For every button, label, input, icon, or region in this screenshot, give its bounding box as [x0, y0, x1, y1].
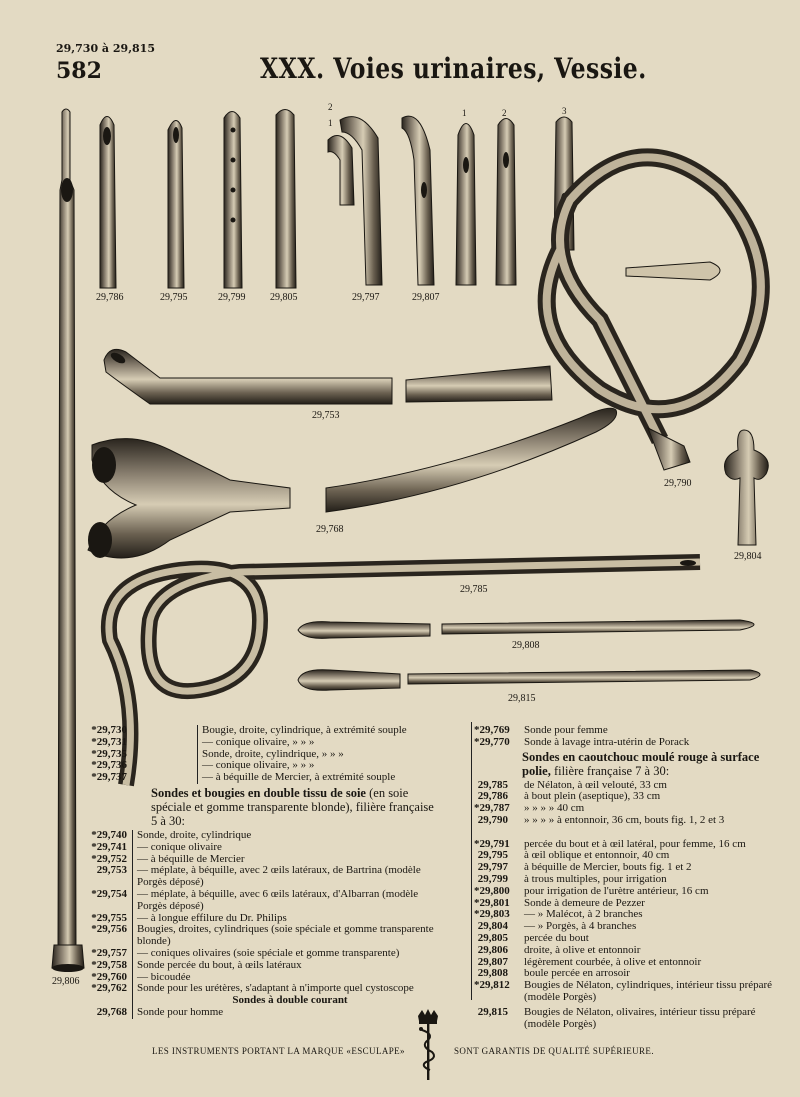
item-text: droite, à olive et entonnoir — [524, 943, 641, 956]
item-code: *29,755 — [91, 911, 127, 924]
item-code: *29,760 — [91, 970, 127, 983]
item-text: Sonde percée du bout, à œils latéraux — [137, 958, 302, 971]
item-text: — » Porgès, à 4 branches — [524, 920, 637, 933]
page-number: 582 — [56, 58, 102, 84]
item-text: de Nélaton, à œil velouté, 33 cm — [524, 778, 667, 791]
item-text: — conique olivaire, » » » — [202, 735, 315, 748]
item-text: Bougies, droites, cylindriques (soie spéciale et gomme transparente blonde) — [137, 923, 434, 948]
caption-29768: 29,768 — [316, 524, 344, 535]
item-text: percée du bout et à œil latéral, pour femme, 16 cm — [524, 837, 746, 850]
item-code: 29,806 — [477, 943, 508, 956]
item-code: *29,757 — [91, 946, 127, 959]
item-text: — à longue effilure du Dr. Philips — [137, 911, 287, 924]
item-text: à œil oblique et entonnoir, 40 cm — [524, 849, 670, 862]
item-text: à trous multiples, pour irrigation — [524, 872, 667, 885]
instrument-29804 — [725, 430, 769, 545]
item-code: *29,801 — [474, 896, 510, 909]
item-text: — bicoudée — [137, 970, 191, 983]
item-code: *29,752 — [91, 852, 127, 865]
item-text: — conique olivaire, » » » — [202, 759, 315, 772]
caption-29805: 29,805 — [270, 292, 298, 303]
tips-straight — [100, 110, 296, 289]
instrument-29808 — [298, 620, 754, 638]
tips-curved — [328, 116, 434, 285]
item-text: Sonde, droite, cylindrique — [137, 828, 252, 841]
item-text: Sonde, droite, cylindrique, » » » — [202, 747, 344, 760]
item-text: à bout plein (aseptique), 33 cm — [524, 790, 661, 803]
header-item-range: 29,730 à 29,815 — [56, 42, 155, 55]
item-code: *29,800 — [474, 884, 510, 897]
item-text: — à béquille de Mercier, à extrémité souple — [202, 771, 396, 784]
item-text: — à béquille de Mercier — [137, 852, 245, 865]
subheading: Sondes à double courant — [232, 994, 348, 1007]
section-heading — [474, 750, 784, 778]
item-code: *29,812 — [474, 979, 510, 992]
item-text: percée du bout — [524, 931, 589, 944]
figure-number: 2 — [502, 108, 507, 118]
instrument-29753 — [104, 349, 552, 404]
item-code: *29,758 — [91, 958, 127, 971]
section-heading-rest: (en soie spéciale et gomme transparente blonde), filière française 5 à 30: — [151, 785, 434, 828]
item-text: — méplate, à béquille, avec 2 œils latéraux, de Bartrina (modèle Porgès déposé) — [137, 864, 421, 889]
item-code: 29,807 — [477, 955, 508, 968]
item-text: Bougie, droite, cylindrique, à extrémité souple — [202, 724, 407, 736]
item-code: 29,795 — [477, 849, 508, 862]
item-code: 29,785 — [477, 778, 508, 791]
item-code: *29,787 — [474, 802, 510, 815]
item-code: 29,753 — [96, 864, 127, 877]
item-code: *29,731 — [91, 735, 127, 748]
item-text: Sonde à demeure de Pezzer — [524, 896, 645, 909]
item-text: — méplate, à béquille, avec 6 œils latéraux, d'Albarran (modèle Porgès déposé) — [137, 887, 419, 912]
figure-number: 3 — [562, 106, 567, 116]
item-code: 29,799 — [477, 872, 508, 885]
item-text: Sonde pour les urétères, s'adaptant à n'importe quel cystoscope — [137, 982, 414, 995]
item-text: » » » » à entonnoir, 36 cm, bouts fig. 1, 2 et 3 — [524, 813, 725, 826]
item-text: Sonde pour femme — [524, 724, 608, 736]
caption-29815: 29,815 — [508, 693, 536, 704]
item-text: à béquille de Mercier, bouts fig. 1 et 2 — [524, 861, 692, 874]
item-code: 29,805 — [477, 931, 508, 944]
caption-29785: 29,785 — [460, 584, 488, 595]
item-text: pour irrigation de l'urètre antérieur, 16 cm — [524, 884, 709, 897]
esculape-caduceus-icon — [412, 1008, 444, 1082]
section-heading-bold: Sondes et bougies en double tissu de soie — [151, 785, 366, 800]
caption-29795: 29,795 — [160, 292, 188, 303]
instrument-29815 — [298, 670, 760, 691]
item-code: *29,756 — [91, 923, 127, 936]
caption-29806: 29,806 — [52, 976, 80, 987]
section-heading-bold: Sondes en caoutchouc moulé rouge à surface polie, — [522, 749, 760, 778]
item-text: Bougies de Nélaton, olivaires, intérieur tissu préparé (modèle Porgès) — [524, 1005, 756, 1030]
item-text: Bougies de Nélaton, cylindriques, intérieur tissu préparé (modèle Porgès) — [524, 979, 773, 1003]
item-code: *29,769 — [474, 724, 510, 736]
section-heading — [151, 786, 443, 828]
caption-29807: 29,807 — [412, 292, 440, 303]
item-code: *29,730 — [91, 724, 127, 736]
left-column — [57, 725, 443, 1019]
right-column — [474, 724, 784, 1030]
item-code: 29,786 — [477, 790, 508, 803]
column-divider — [471, 722, 472, 1000]
footer-right-text: SONT GARANTIS DE QUALITÉ SUPÉRIEURE. — [454, 1046, 654, 1056]
caption-29804: 29,804 — [734, 551, 762, 562]
item-text: Sonde pour homme — [137, 1005, 224, 1018]
figure-number: 2 — [328, 102, 333, 112]
footer-left-text: LES INSTRUMENTS PORTANT LA MARQUE «ESCULAPE» — [152, 1046, 405, 1056]
figure-number: 1 — [328, 118, 333, 128]
item-code: *29,762 — [91, 982, 127, 995]
caption-29799: 29,799 — [218, 292, 246, 303]
caption-29753: 29,753 — [312, 410, 340, 421]
item-code: *29,736 — [91, 759, 127, 772]
item-text: Sonde à lavage intra-utérin de Porack — [524, 735, 690, 748]
caption-29808: 29,808 — [512, 640, 540, 651]
item-code: *29,791 — [474, 837, 510, 850]
item-code: 29,790 — [477, 813, 508, 826]
item-code: 29,768 — [96, 1005, 127, 1018]
caption-29790: 29,790 — [664, 478, 692, 489]
instrument-29768 — [88, 408, 617, 558]
item-text: légèrement courbée, à olive et entonnoir — [524, 955, 702, 968]
caption-29786: 29,786 — [96, 292, 124, 303]
item-code: *29,737 — [91, 771, 127, 784]
item-text: boule percée en arrosoir — [524, 967, 630, 980]
caption-29797: 29,797 — [352, 292, 380, 303]
item-code: *29,741 — [91, 840, 127, 853]
item-code: 29,804 — [477, 920, 508, 933]
page-title: XXX. Voies urinaires, Vessie. — [260, 52, 647, 85]
figure-number: 1 — [462, 108, 467, 118]
item-code: *29,754 — [91, 887, 127, 900]
item-code: *29,803 — [474, 908, 510, 921]
item-text: » » » » 40 cm — [524, 802, 585, 815]
item-text: — » Malécot, à 2 branches — [524, 908, 643, 921]
item-code: *29,740 — [91, 828, 127, 841]
item-code: 29,797 — [477, 861, 508, 874]
item-text: — conique olivaire — [137, 840, 222, 853]
item-code: 29,815 — [477, 1005, 508, 1018]
item-code: *29,735 — [91, 747, 127, 760]
item-text: — coniques olivaires (soie spéciale et gomme transparente) — [137, 946, 400, 959]
item-code: 29,808 — [477, 967, 508, 980]
section-heading-rest: filière française 7 à 30: — [550, 763, 670, 778]
item-code: *29,770 — [474, 735, 510, 748]
